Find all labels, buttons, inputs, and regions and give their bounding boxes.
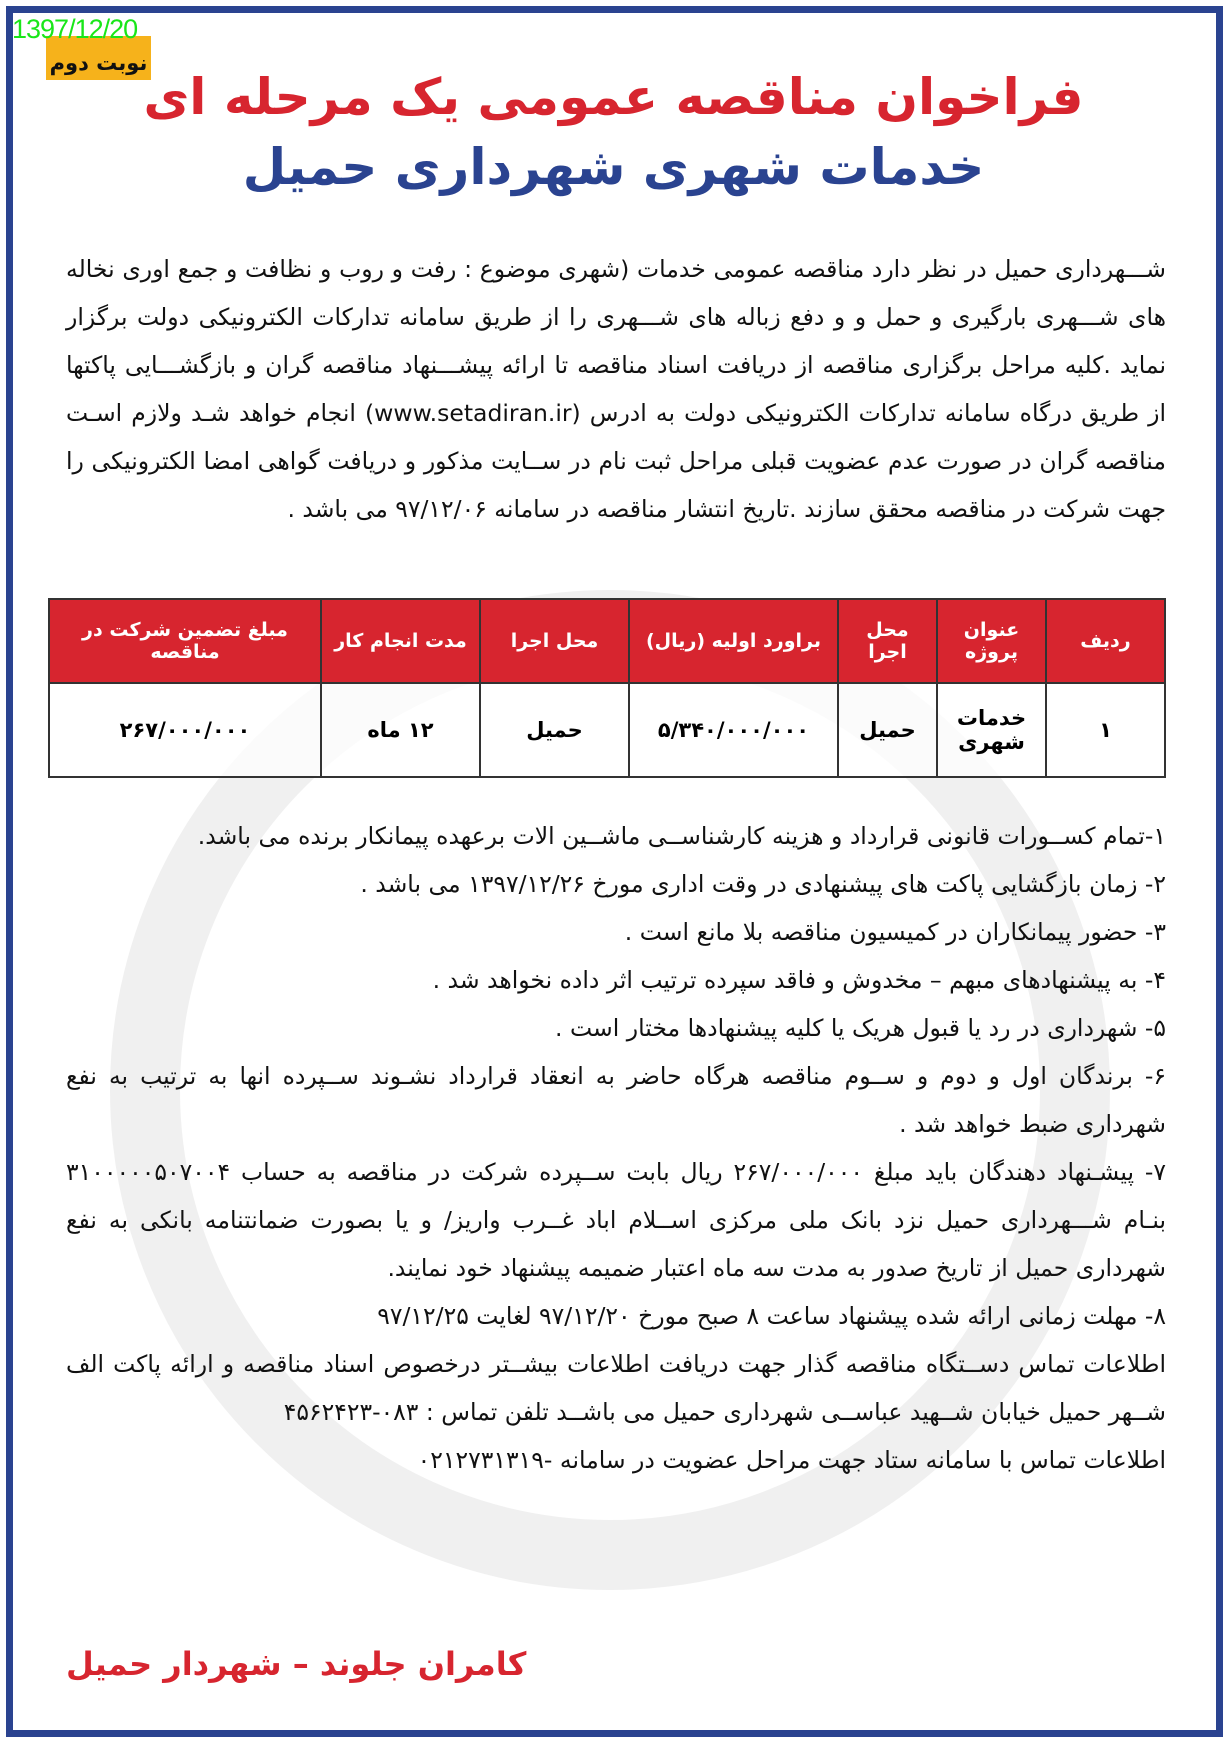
- header-estimate: براورد اولیه (ریال): [629, 599, 838, 683]
- header-location: محل اجرا: [838, 599, 937, 683]
- cell-project-title: خدمات شهری: [937, 683, 1046, 777]
- condition-item: ۱-تمام کســورات قانونی قرارداد و هزینه کارشناســی ماشــین الات برعهده پیمانکار برنده می باشد.: [197, 822, 1166, 850]
- notice-title: فراخوان مناقصه عمومی یک مرحله ای: [143, 68, 1084, 126]
- cell-estimate: ۵/۳۴۰/۰۰۰/۰۰۰: [629, 683, 838, 777]
- tender-table: [48, 598, 1166, 778]
- cell-row-number: ۱: [1046, 683, 1165, 777]
- condition-item: ۳- حضور پیمانکاران در کمیسیون مناقصه بلا مانع است .: [624, 918, 1166, 946]
- contact-info: اطلاعات تماس دســتگاه مناقصه گذار جهت دریافت اطلاعات بیشــتر درخصوص اسناد مناقصه و ارائه پاکت الف شــهر حمیل خیابان شــهید عباســی شهرداری حمیل می باشــد تلفن تماس : ۰۸۳-۴۵۶۲۴۲۳: [66, 1350, 1166, 1426]
- header-project-title: عنوان پروژه: [937, 599, 1046, 683]
- setad-contact-info: اطلاعات تماس با سامانه ستاد جهت مراحل عضویت در سامانه -۰۲۱۲۷۳۱۳۱۹: [417, 1446, 1166, 1474]
- cell-duration: ۱۲ ماه: [321, 683, 480, 777]
- mayor-signature: کامران جلوند – شهردار حمیل: [66, 1645, 527, 1683]
- condition-item: ۶- برندگان اول و دوم و ســوم مناقصه هرگاه حاضر به انعقاد قرارداد نشـوند ســپرده انها به ترتیب به نفع شهرداری ضبط خواهد شد .: [66, 1062, 1166, 1138]
- cell-location-2: حمیل: [480, 683, 629, 777]
- header-duration: مدت انجام کار: [321, 599, 480, 683]
- cell-guarantee: ۲۶۷/۰۰۰/۰۰۰: [49, 683, 321, 777]
- header-location-2: محل اجرا: [480, 599, 629, 683]
- condition-item: ۴- به پیشنهادهای مبهم – مخدوش و فاقد سپرده ترتیب اثر داده نخواهد شد .: [432, 966, 1166, 994]
- condition-item: ۸- مهلت زمانی ارائه شده پیشنهاد ساعت ۸ صبح مورخ ۹۷/۱۲/۲۰ لغایت ۹۷/۱۲/۲۵: [377, 1302, 1166, 1330]
- table-header-row: [49, 599, 1165, 683]
- table-row: [49, 683, 1165, 777]
- second-round-badge: نوبت دوم: [46, 36, 151, 80]
- date-stamp: 1397/12/20: [12, 14, 138, 44]
- cell-location: حمیل: [838, 683, 937, 777]
- notice-subtitle: خدمات شهری شهرداری حمیل: [242, 138, 985, 196]
- condition-item: ۵- شهرداری در رد یا قبول هریک یا کلیه پیشنهادها مختار است .: [555, 1014, 1166, 1042]
- intro-paragraph: شـــهرداری حمیل در نظر دارد مناقصه عمومی خدمات (شهری موضوع : رفت و روب و نظافت و جمع اوری نخاله های شـــهری بارگیری و حمل و و دفع زباله های شـــهری را از طریق سامانه تدارکات الکترونیکی دولت برگزار نماید .کلیه مراحل برگزاری مناقصه از دریافت اسناد مناقصه تا ارائه پیشـــنهاد مناقصه گران و بازگشـــایی پاکتها از طریق درگاه سامانه تدارکات الکترونیکی دولت به ادرس (www.setadiran.ir) انجام خواهد شـد ولازم اسـت مناقصه گران در صورت عدم عضویت قبلی مراحل ثبت نام در ســایت مذکور و دریافت گواهی امضا الکترونیکی را جهت شرکت در مناقصه محقق سازند .تاریخ انتشار مناقصه در سامانه ۹۷/۱۲/۰۶ می باشد .: [66, 255, 1166, 523]
- header-guarantee: مبلغ تضمین شرکت در مناقصه: [49, 599, 321, 683]
- condition-item: ۲- زمان بازگشایی پاکت های پیشنهادی در وقت اداری مورخ ۱۳۹۷/۱۲/۲۶ می باشد .: [360, 870, 1166, 898]
- conditions-list: [66, 812, 1166, 1484]
- header-row-number: ردیف: [1046, 599, 1165, 683]
- condition-item: ۷- پیشـنهاد دهندگان باید مبلغ ۲۶۷/۰۰۰/۰۰۰ ریال بابت ســپرده شرکت در مناقصه به حساب ۳۱۰۰۰۰۰۵۰۷۰۰۴ بنـام شـــهرداری حمیل نزد بانک ملی مرکزی اســلام اباد غــرب واریز/ و یا بصورت ضمانتنامه بانکی به نفع شهرداری حمیل از تاریخ صدور به مدت سه ماه اعتبار ضمیمه پیشنهاد خود نمایند.: [66, 1158, 1166, 1282]
